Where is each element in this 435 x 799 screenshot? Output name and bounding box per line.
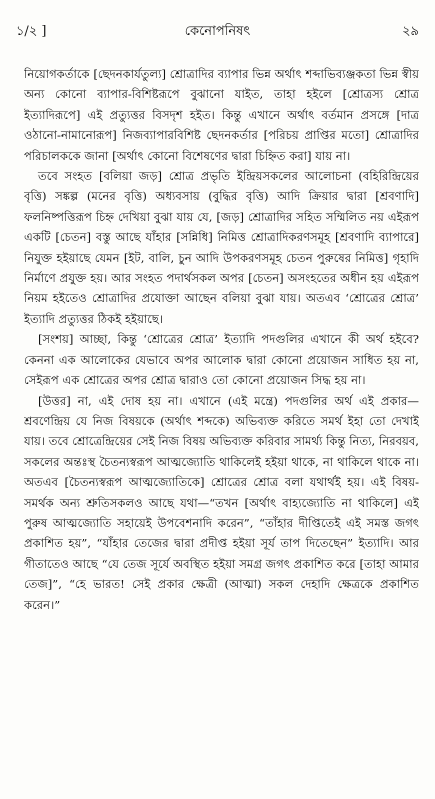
page-header: [16, 22, 419, 44]
body-text: [24, 64, 419, 789]
paragraph: [সংশয়] আচ্ছা, কিন্তু ‘শ্রোত্রের শ্রোত্র’ ইত্যাদি পদগুলির এখানে কী অর্থ হইবে? কেননা এক আলোকের যেভাবে অপর আলোক দ্বারা কোনো প্রয়োজন সাধিত হয় না, সেইরূপ এক শ্রোত্রের অপর শ্রোত্র দ্বারাও তো কোনো প্রয়োজন সিদ্ধ হয় না।: [24, 332, 419, 388]
paragraph: তবে সংহত [বলিয়া জড়] শ্রোত্র প্রভৃতি ইন্দ্রিয়সকলের আলোচনা (বহিরিন্দ্রিয়ের বৃত্তি) সঙ্কল্প (মনের বৃত্তি) অধ্যবসায় (বুদ্ধির বৃত্তি) আদি ক্রিয়ার দ্বারা [শ্রবণাদি] ফলনিষ্পত্তিরূপ চিহ্ন দেখিয়া বুঝা যায় যে, [জড়] শ্রোত্রাদির সহিত সম্মিলিত নয় এইরূপ একটি [চেতন] বস্তু আছে যাঁহার [সন্নিধি] নিমিত্ত শ্রোত্রাদিকরণসমূহ [শ্রবণাদি ব্যাপারে] নিযুক্ত হইয়াছে যেমন [ইট, বালি, চুন আদি উপকরণসমূহ চেতন পুরুষের নিমিত্ত] গৃহাদি নির্মাণে প্রযুক্ত হয়। আর সংহত পদার্থসকল অপর [চেতন] অসংহতের অধীন হয় এইরূপ নিয়ম হইতেও শ্রোত্রাদির প্রযোক্তা আছেন বলিয়া বুঝা যায়। অতএব ‘শ্রোত্রের শ্রোত্র’ ইত্যাদি প্রত্যুত্তর ঠিকই হইয়াছে।: [24, 169, 419, 326]
page-number: ২৯: [402, 24, 419, 39]
running-title: কেনোপনিষৎ: [184, 24, 251, 39]
paragraph: নিয়োগকর্তাকে [ছেদনকার্যতুল্য] শ্রোত্রাদির ব্যাপার ভিন্ন অর্থাৎ শব্দাভিব্যঞ্জকতা ভিন্ন স্বীয় অন্য কোনো ব্যাপার-বিশিষ্টরূপে বুঝানো যাইত, তাহা হইলে [শ্রোত্রস্য শ্রোত্র ইত্যাদিরূপে] এই প্রত্যুত্তর বিসদৃশ হইত। কিন্তু এখানে অর্থাৎ বর্তমান প্রসঙ্গে [দাত্র ওঠানো-নামানোরূপ] নিজব্যাপারবিশিষ্ট ছেদনকর্তার [পরিচয় প্রাপ্তির মতো] শ্রোত্রাদির পরিচালককে জানা [অর্থাৎ কোনো বিশেষণের দ্বারা চিহ্নিত করা] যায় না।: [24, 67, 419, 163]
paragraph: [উত্তর] না, এই দোষ হয় না। এখানে (এই মন্ত্রে) পদগুলির অর্থ এই প্রকার—শ্রবণেন্দ্রিয় যে নিজ বিষয়কে (অর্থাৎ শব্দকে) অভিব্যক্ত করিতে সমর্থ ইহা তো দেখাই যায়। তবে শ্রোত্রেন্দ্রিয়ের সেই নিজ বিষয় অভিব্যক্ত করিবার সামর্থ্য কিন্তু নিত্য, নিরবয়ব, সকলের অন্তঃস্থ চৈতন্যস্বরূপ আত্মজ্যোতি থাকিলেই হইয়া থাকে, না থাকিলে থাকে না। অতএব [চৈতন্যস্বরূপ আত্মজ্যোতিকে] শ্রোত্রের শ্রোত্র বলা যথার্থই হয়। এই বিষয়-সমর্থক অন্য শ্রুতিসকলও আছে যথা—“তখন [অর্থাৎ বাহ্যজ্যোতি না থাকিলে] এই পুরুষ আত্মজ্যোতি সহায়েই উপবেশনাদি করেন”, “তাঁহার দীপ্তিতেই এই সমস্ত জগৎ প্রকাশিত হয়”, “যাঁহার তেজের দ্বারা প্রদীপ্ত হইয়া সূর্য তাপ দিতেছেন” ইত্যাদি। আর গীতাতেও আছে “যে তেজ সূর্যে অবস্থিত হইয়া সমগ্র জগৎ প্রকাশিত করে [তাহা আমার তেজ]”, “হে ভারত! সেই প্রকার ক্ষেত্রী (আত্মা) সকল দেহাদি ক্ষেত্রকে প্রকাশিত করেন।”: [24, 393, 419, 612]
section-marker: ১/২ ]: [16, 24, 47, 39]
